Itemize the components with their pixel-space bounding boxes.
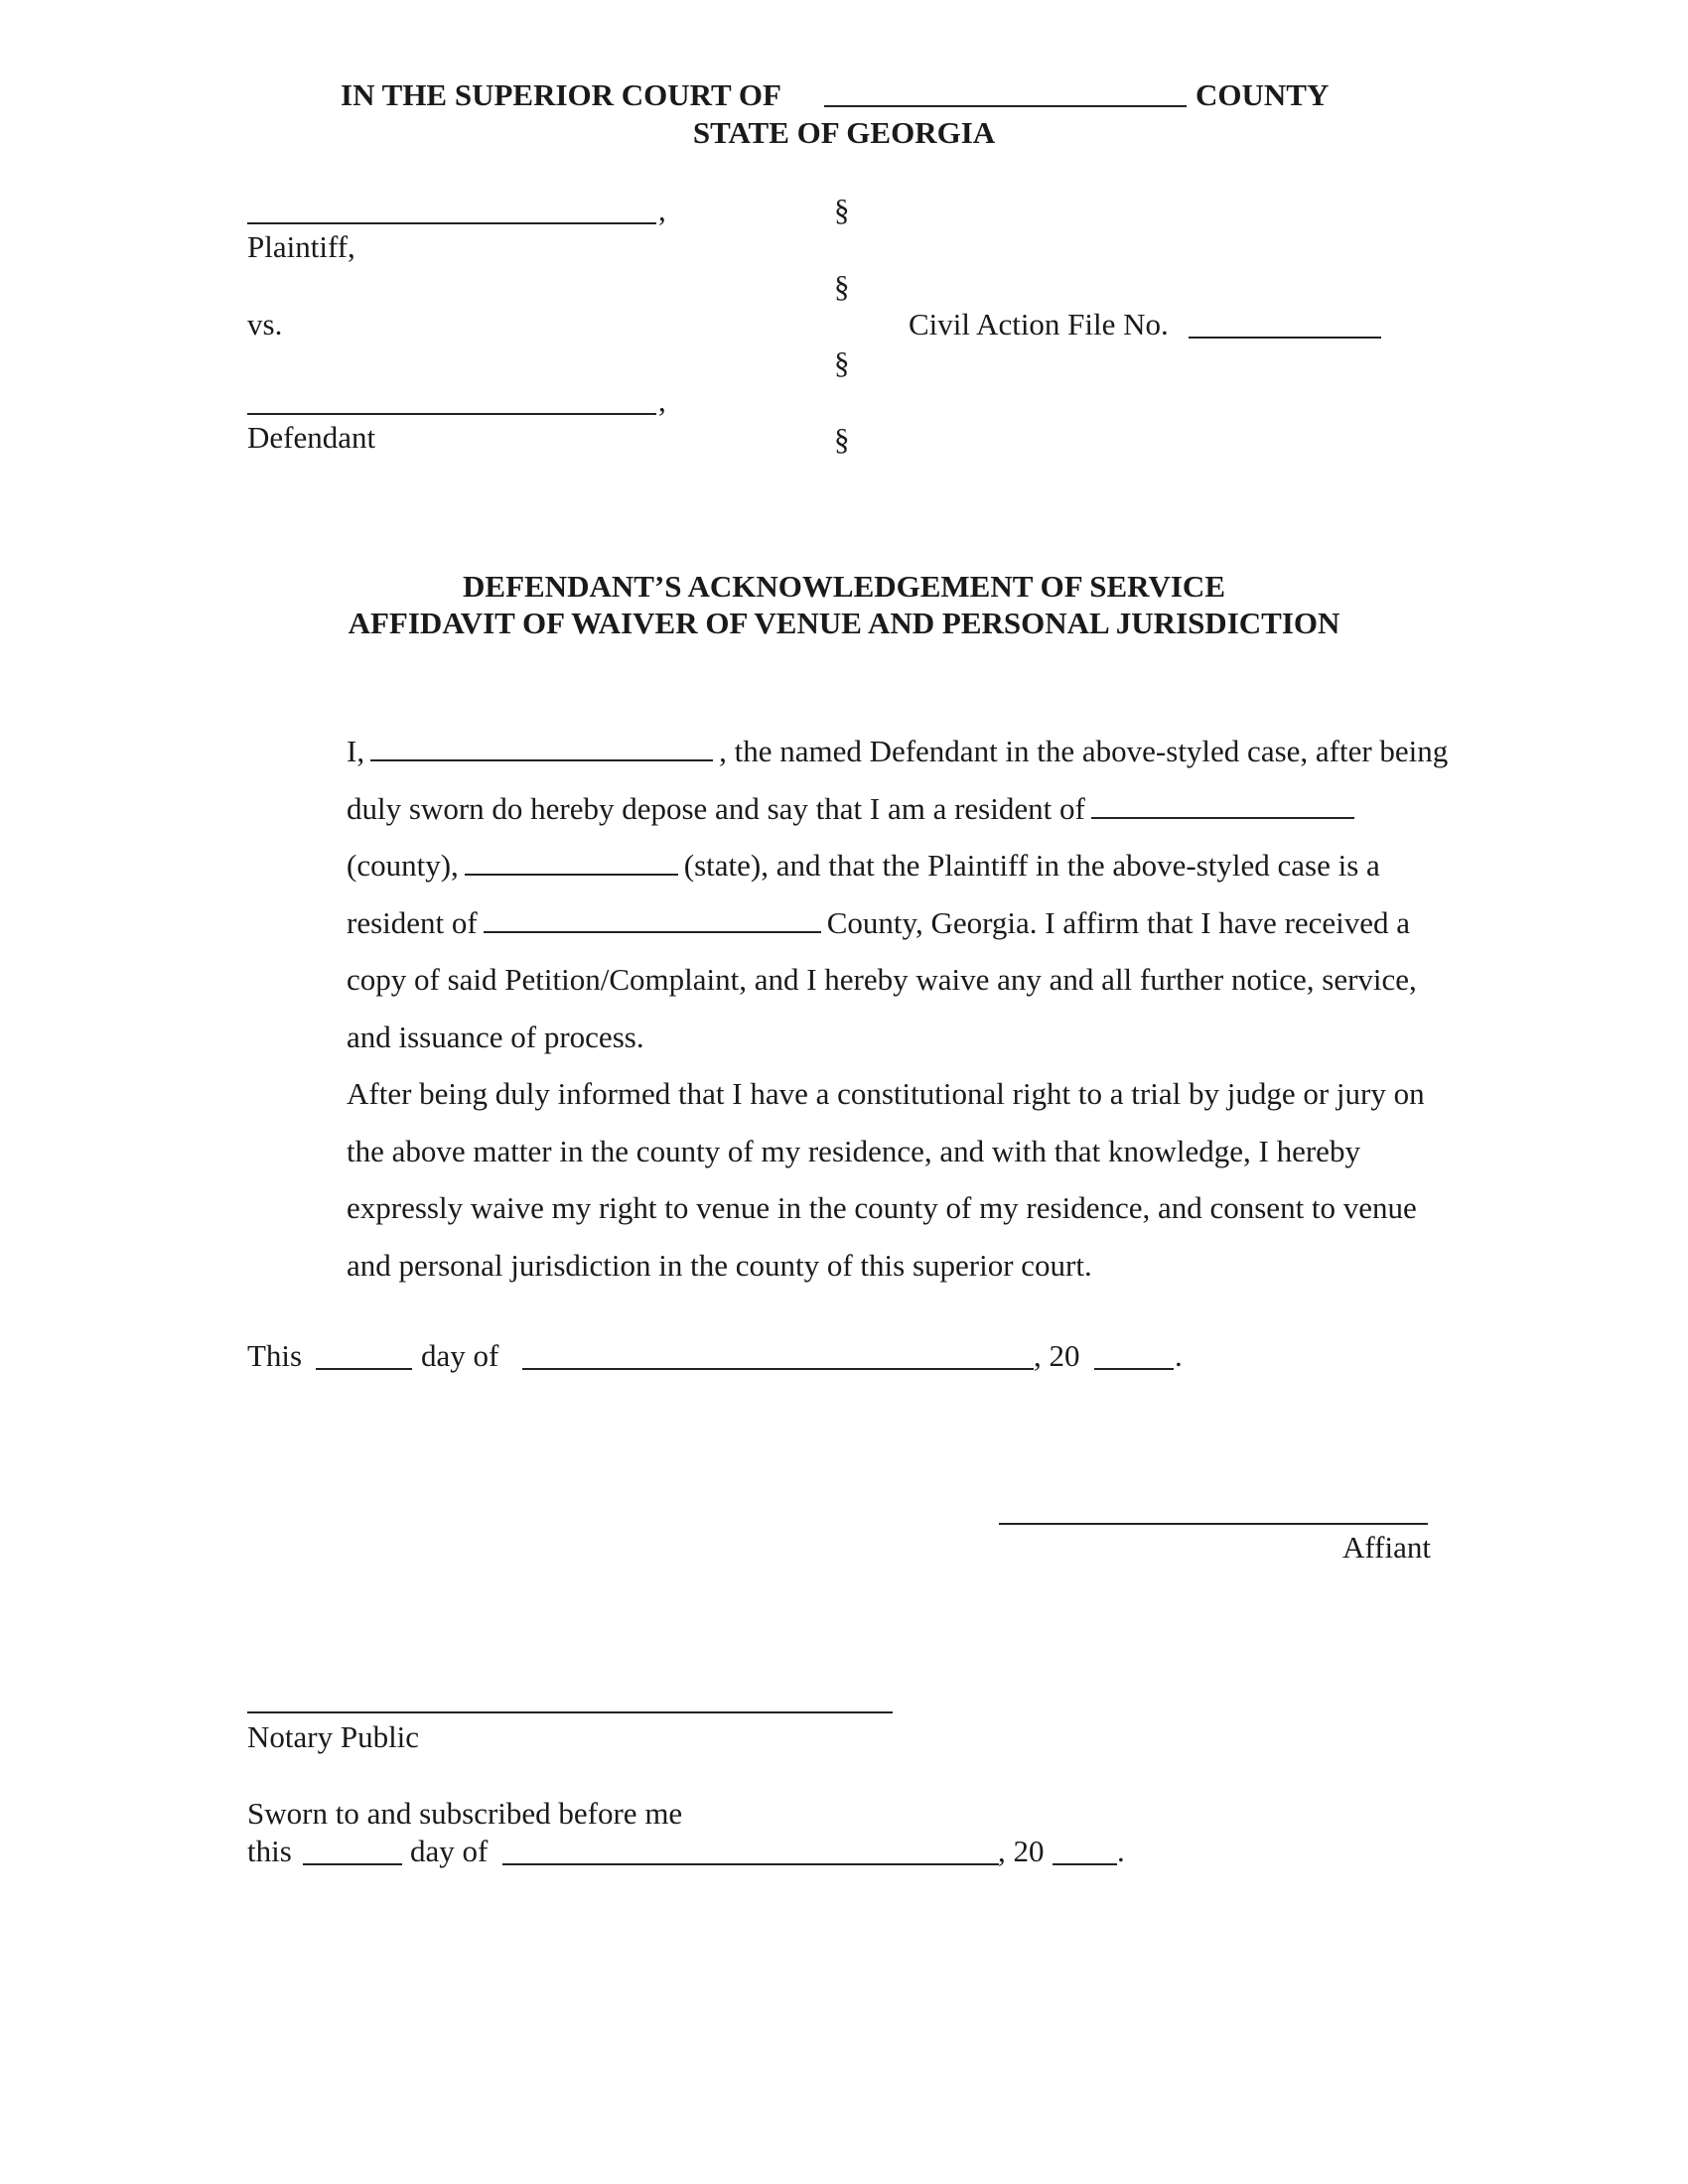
plaintiff-comma: , bbox=[658, 193, 666, 227]
court-prefix: IN THE SUPERIOR COURT OF bbox=[341, 77, 781, 112]
p1-text-b: , the named Defendant in the above-styled case, after being duly sworn do hereby depose and say that I am a resident of bbox=[347, 734, 1449, 826]
date-day-of: day of bbox=[421, 1338, 499, 1373]
p1-text-d: (state), and that the Plaintiff in the above-styled case is a resident of bbox=[347, 848, 1380, 940]
jurat-period: . bbox=[1117, 1834, 1125, 1868]
plaintiff-label: Plaintiff, bbox=[247, 229, 355, 264]
defendant-name-blank[interactable] bbox=[247, 413, 656, 415]
section-symbol: § bbox=[834, 345, 850, 380]
plaintiff-name-blank[interactable] bbox=[247, 222, 656, 224]
affiant-signature-line[interactable] bbox=[999, 1523, 1428, 1525]
court-suffix: COUNTY bbox=[1196, 77, 1330, 112]
civil-action-number-blank[interactable] bbox=[1189, 337, 1381, 339]
notary-signature-line[interactable] bbox=[247, 1711, 893, 1713]
vs-label: vs. bbox=[247, 307, 283, 341]
paragraph-1 bbox=[247, 723, 1449, 1065]
jurat-line1: Sworn to and subscribed before me bbox=[247, 1796, 683, 1831]
date-day-blank[interactable] bbox=[316, 1368, 412, 1370]
residence-state-blank[interactable] bbox=[465, 846, 678, 876]
civil-action-label: Civil Action File No. bbox=[909, 307, 1169, 341]
date-this: This bbox=[247, 1338, 303, 1373]
paragraph-2: After being duly informed that I have a constitutional right to a trial by judge or jury on the above matter in the county of my residence, and with that knowledge, I hereby expressly waive my right to venue in the county of my residence, and consent to venue and personal jurisdiction in the county of this superior court. bbox=[347, 1076, 1425, 1283]
jurat-month-blank[interactable] bbox=[502, 1863, 999, 1865]
date-year-blank[interactable] bbox=[1094, 1368, 1174, 1370]
jurat-year-blank[interactable] bbox=[1053, 1863, 1117, 1865]
defendant-label: Defendant bbox=[247, 420, 376, 455]
section-symbol: § bbox=[834, 422, 850, 457]
jurat-day-blank[interactable] bbox=[303, 1863, 402, 1865]
county-name-blank[interactable] bbox=[824, 105, 1187, 107]
document-title-line2: AFFIDAVIT OF WAIVER OF VENUE AND PERSONAL JURISDICTION bbox=[348, 606, 1340, 640]
p1-text-c: (county), bbox=[347, 848, 459, 883]
defendant-comma: , bbox=[658, 383, 666, 418]
p1-text-e: County, Georgia. I affirm that I have received a copy of said Petition/Complaint, and I hereby waive any and all further notice, service, and issuance of process. bbox=[347, 904, 1417, 1054]
jurat-comma-20: , 20 bbox=[998, 1834, 1045, 1868]
section-symbol: § bbox=[834, 193, 850, 227]
date-period: . bbox=[1175, 1338, 1183, 1373]
date-comma-20: , 20 bbox=[1034, 1338, 1080, 1373]
plaintiff-county-blank[interactable] bbox=[484, 903, 821, 933]
state-heading: STATE OF GEORGIA bbox=[692, 115, 996, 150]
court-header-line bbox=[341, 79, 781, 110]
defendant-name-blank-inline[interactable] bbox=[370, 732, 713, 761]
notary-label: Notary Public bbox=[247, 1719, 420, 1754]
date-month-blank[interactable] bbox=[522, 1368, 1034, 1370]
residence-county-blank[interactable] bbox=[1091, 789, 1354, 819]
document-title-line1: DEFENDANT’S ACKNOWLEDGEMENT OF SERVICE bbox=[463, 569, 1225, 604]
section-symbol: § bbox=[834, 269, 850, 304]
jurat-day-of: day of bbox=[410, 1834, 489, 1868]
p1-text-a: I, bbox=[347, 734, 365, 768]
affidavit-body bbox=[247, 723, 1449, 1294]
affiant-label: Affiant bbox=[1342, 1530, 1431, 1565]
jurat-this: this bbox=[247, 1834, 292, 1868]
